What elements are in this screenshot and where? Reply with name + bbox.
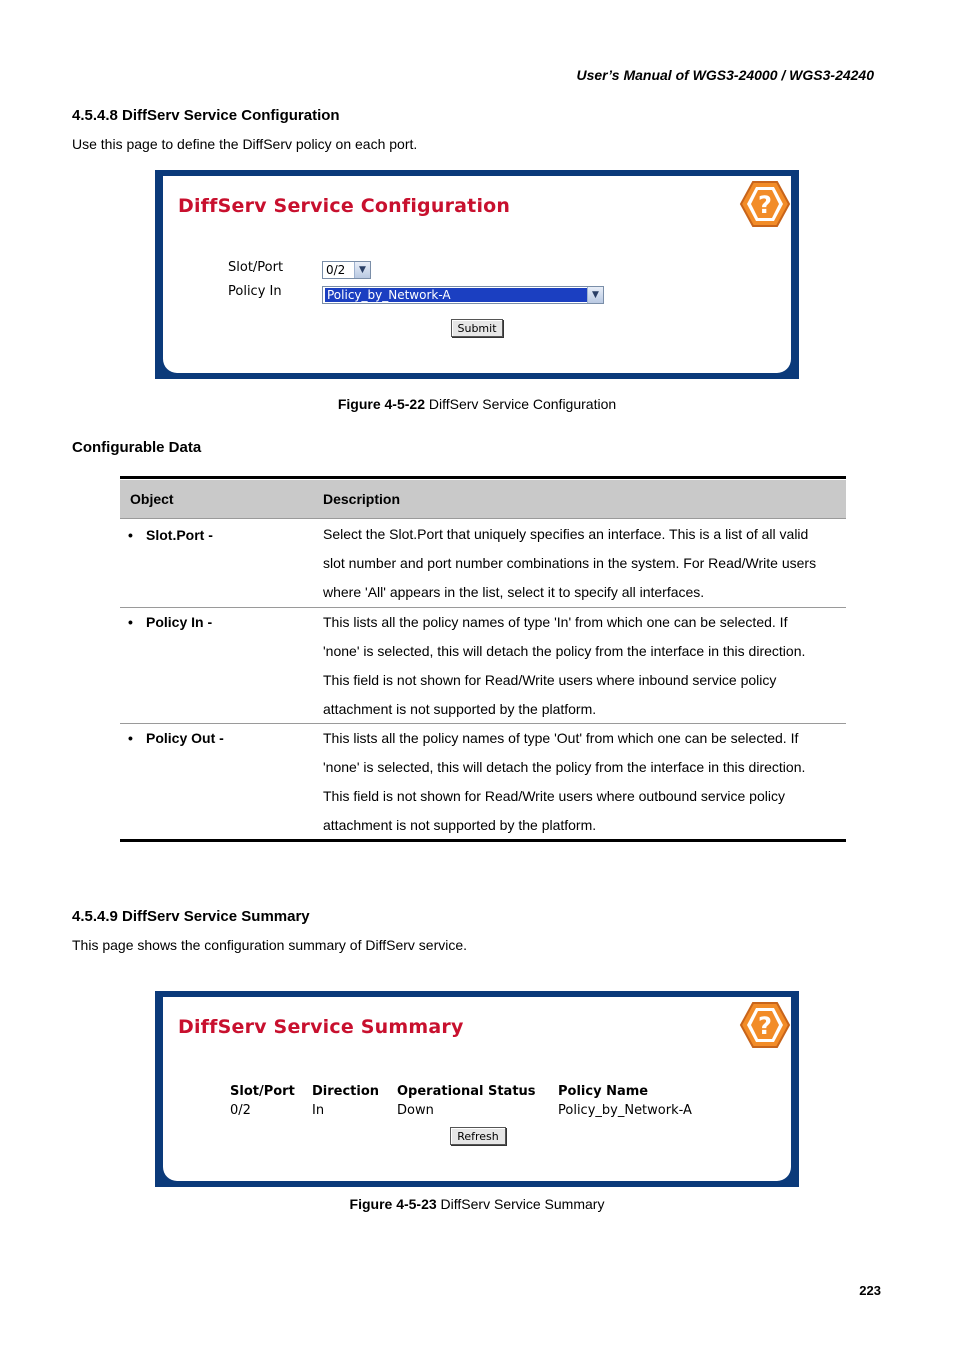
figure-caption-text: DiffServ Service Configuration [424,396,617,412]
svg-text:?: ? [758,1012,772,1040]
policy-in-select-value: Policy_by_Network-A [325,288,589,302]
summary-header-policy-name: Policy Name [558,1084,649,1099]
config-screenshot [155,170,799,379]
figure-caption-text: DiffServ Service Summary [436,1196,605,1212]
object-cell: • Policy Out - [128,730,224,746]
object-cell: • Slot.Port - [128,527,213,543]
table-row [120,724,846,838]
config-panel-body [163,176,791,373]
description-line: This lists all the policy names of type 'In' from which one can be selected. If [323,614,788,630]
figure-number: Figure 4-5-23 [349,1196,437,1212]
table-row [120,608,846,724]
table-row [120,519,846,608]
section-heading-service-configuration: 4.5.4.8 DiffServ Service Configuration [72,107,340,124]
description-line: This field is not shown for Read/Write users where outbound service policy [323,788,785,804]
slot-port-select[interactable] [322,261,371,279]
slot-port-select-value: 0/2 [326,263,346,277]
submit-button[interactable]: Submit [451,319,503,337]
description-line: attachment is not supported by the platform. [323,701,597,717]
help-icon[interactable] [739,180,791,228]
description-line: This field is not shown for Read/Write users where inbound service policy [323,672,777,688]
description-cell [323,608,838,724]
figure-caption-summary [0,1196,954,1212]
svg-text:?: ? [758,191,772,219]
description-line: 'none' is selected, this will detach the policy from the interface in this direction. [323,643,806,659]
object-cell: • Policy In - [128,614,213,630]
description-line: 'none' is selected, this will detach the policy from the interface in this direction. [323,759,806,775]
config-title: DiffServ Service Configuration [178,195,511,217]
policy-in-label: Policy In [228,284,282,299]
summary-panel-body [163,997,791,1181]
summary-header-operational-status: Operational Status [397,1084,536,1099]
description-line: This lists all the policy names of type 'Out' from which one can be selected. If [323,730,799,746]
summary-title: DiffServ Service Summary [178,1016,464,1038]
summary-value-slot-port: 0/2 [230,1103,251,1118]
object-name: Policy In - [146,614,213,630]
column-header-description: Description [323,491,401,507]
summary-screenshot [155,991,799,1187]
description-line: Select the Slot.Port that uniquely specifies an interface. This is a list of all valid [323,526,809,542]
description-cell [323,724,838,840]
object-name: Slot.Port - [146,527,213,543]
summary-value-policy-name: Policy_by_Network-A [558,1103,692,1118]
description-cell [323,520,838,607]
refresh-button[interactable]: Refresh [450,1127,506,1145]
configurable-data-table [120,476,846,846]
description-line: attachment is not supported by the platform. [323,817,597,833]
summary-header-slot-port: Slot/Port [230,1084,295,1099]
summary-header-direction: Direction [312,1084,380,1099]
chevron-down-icon[interactable]: ▼ [354,262,370,278]
description-line: where 'All' appears in the list, select it to specify all interfaces. [323,584,705,600]
manual-header: User’s Manual of WGS3-24000 / WGS3-24240 [576,67,874,83]
table-top-rule [120,476,846,479]
figure-number: Figure 4-5-22 [337,396,425,412]
summary-value-direction: In [312,1103,325,1118]
slot-port-label: Slot/Port [228,260,284,275]
help-icon[interactable] [739,1001,791,1049]
policy-in-select[interactable] [322,286,604,304]
chevron-down-icon[interactable]: ▼ [587,287,603,303]
figure-caption-config [0,396,954,412]
description-line: slot number and port number combinations in the system. For Read/Write users [323,555,817,571]
page-number: 223 [859,1283,881,1298]
section-intro-service-configuration: Use this page to define the DiffServ policy on each port. [72,136,418,152]
table-bottom-rule [120,839,846,842]
column-header-object: Object [130,491,174,507]
table-header [120,480,846,519]
section-intro-service-summary: This page shows the configuration summary of DiffServ service. [72,937,468,953]
section-heading-service-summary: 4.5.4.9 DiffServ Service Summary [72,908,310,925]
configurable-data-heading: Configurable Data [72,439,202,456]
object-name: Policy Out - [146,730,224,746]
summary-value-operational-status: Down [397,1103,434,1118]
